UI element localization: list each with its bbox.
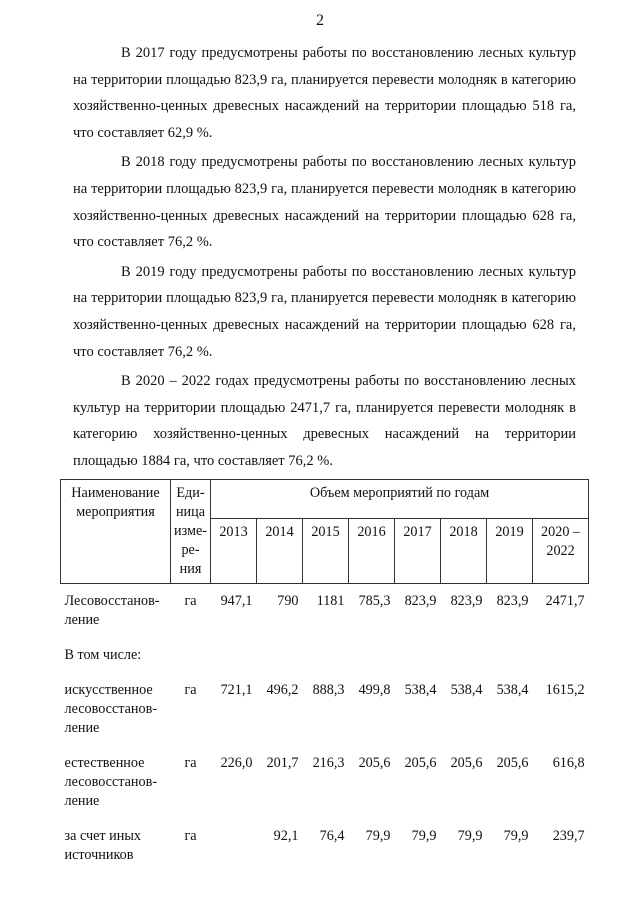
table-row [61,673,589,746]
row-value: 721,1 [220,682,253,698]
table-row [61,746,589,819]
row-value: 79,9 [411,828,437,844]
paragraph-2020-2022: В 2020 – 2022 годах предусмотрены работы по восстановлению лесных культур на территории площадью 2471,7 га, планируется перевести молодняк в категорию хозяйственно-ценных древесных насаждений на территории площадью 1884 га, что составляет 76,2 %. [73,373,576,469]
row-label: искусственное лесовосстанов-ление [64,682,158,736]
table-row [61,584,589,639]
row-value: 205,6 [404,755,437,771]
header-unit: Еди-ница изме-ре-ния [171,480,211,584]
row-value: 76,4 [319,828,345,844]
row-value: 92,1 [273,828,299,844]
row-value: 888,3 [312,682,345,698]
row-label: за счет иных источников [64,828,141,863]
volume-table [60,479,589,873]
row-value: 499,8 [358,682,391,698]
header-event-name: Наименование мероприятия [61,480,171,584]
row-value: 1615,2 [545,682,585,698]
year-header: 2020 – 2022 [533,518,589,583]
row-value: 79,9 [457,828,483,844]
page-number: 2 [316,12,324,29]
body-text [73,40,576,478]
row-value: 205,6 [496,755,529,771]
paragraph-2018: В 2018 году предусмотрены работы по восстановлению лесных культур на территории площадью 823,9 га, планируется перевести молодняк в категорию хозяйственно-ценных древесных насаждений на территории площадью 628 га, что составляет 76,2 %. [73,154,576,251]
year-header: 2015 [303,518,349,583]
row-value: 205,6 [358,755,391,771]
row-value: 496,2 [266,682,299,698]
row-value: 205,6 [450,755,483,771]
row-value: 201,7 [266,755,299,771]
paragraph-2017: В 2017 году предусмотрены работы по восстановлению лесных культур на территории площадью 823,9 га, планируется перевести молодняк в категорию хозяйственно-ценных древесных насаждений на территории площадью 518 га, что составляет 62,9 %. [73,45,576,141]
row-value: 823,9 [496,593,529,609]
row-value: 239,7 [552,828,585,844]
row-value: 216,3 [312,755,345,771]
year-header: 2017 [395,518,441,583]
table-row [61,819,589,873]
year-header: 2019 [487,518,533,583]
year-header: 2016 [349,518,395,583]
row-value: 2471,7 [545,593,585,609]
row-value: 616,8 [552,755,585,771]
row-value: 823,9 [404,593,437,609]
row-value: 79,9 [503,828,529,844]
row-value: 226,0 [220,755,253,771]
year-header: 2014 [257,518,303,583]
row-value: 790 [277,593,299,609]
row-value: 785,3 [358,593,391,609]
row-value: 823,9 [450,593,483,609]
row-value: 538,4 [496,682,529,698]
header-volume-by-year: Объем мероприятий по годам [211,480,589,519]
row-value: 79,9 [365,828,391,844]
row-value: 947,1 [220,593,253,609]
row-unit: га [184,593,197,609]
row-value: 538,4 [450,682,483,698]
row-label: естественное лесовосстанов-ление [64,755,158,809]
row-value [211,819,257,873]
row-value: 538,4 [404,682,437,698]
year-header: 2013 [211,518,257,583]
row-unit: га [184,755,197,771]
year-header: 2018 [441,518,487,583]
row-label: В том числе: [64,647,142,663]
row-unit: га [184,828,197,844]
row-unit: га [184,682,197,698]
row-label: Лесовосстанов-ление [64,593,160,628]
table-row [61,638,589,673]
paragraph-2019: В 2019 году предусмотрены работы по восстановлению лесных культур на территории площадью 823,9 га, планируется перевести молодняк в категорию хозяйственно-ценных древесных насаждений на территории площадью 628 га, что составляет 76,2 %. [73,263,576,360]
row-value: 1181 [316,593,345,609]
